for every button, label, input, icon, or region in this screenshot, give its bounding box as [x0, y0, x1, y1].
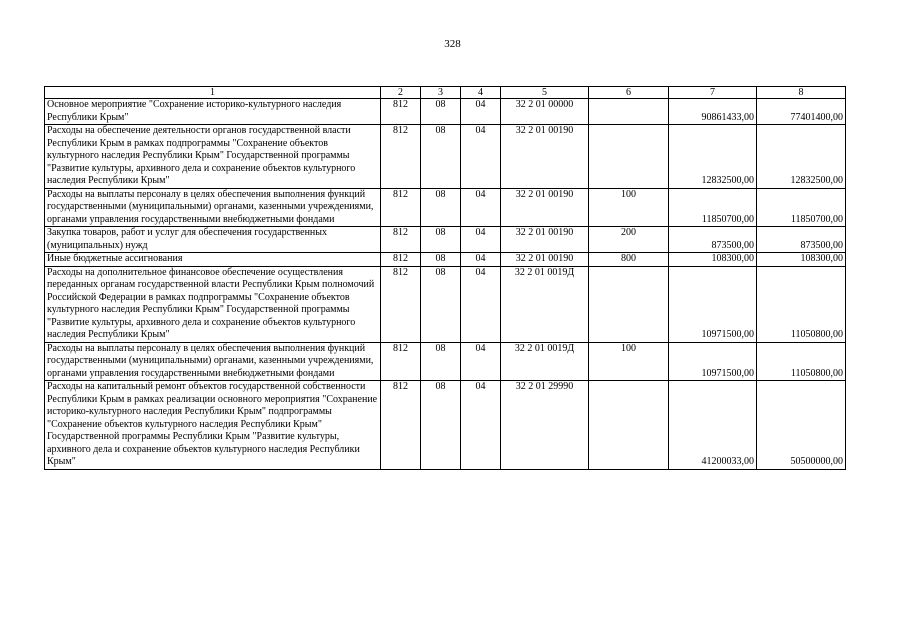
row-code-5: 32 2 01 29990 [501, 381, 589, 470]
row-code-3: 08 [421, 253, 461, 267]
row-code-2: 812 [381, 266, 421, 342]
row-code-4: 04 [461, 381, 501, 470]
row-amount-7: 41200033,00 [669, 381, 757, 470]
row-code-3: 08 [421, 266, 461, 342]
row-code-4: 04 [461, 99, 501, 125]
row-amount-8: 108300,00 [757, 253, 846, 267]
row-code-4: 04 [461, 188, 501, 227]
table-row [45, 253, 846, 267]
row-code-3: 08 [421, 381, 461, 470]
row-code-3: 08 [421, 99, 461, 125]
header-cell: 5 [501, 87, 589, 99]
row-description: Расходы на капитальный ремонт объектов государственной собственности Республики Крым в рамках реализации основного мероприятия "Сохранение историко-культурного наследия Республики Крым" подпрограммы "Сохранение объектов культурного наследия Республики Крым" Государственной программы Республики Крым "Развитие культуры, архивного дела и сохранение объектов культурного наследия Республики Крым" [45, 381, 381, 470]
row-amount-8: 873500,00 [757, 227, 846, 253]
row-description: Основное мероприятие "Сохранение историко-культурного наследия Республики Крым" [45, 99, 381, 125]
row-code-5: 32 2 01 00190 [501, 188, 589, 227]
row-code-2: 812 [381, 253, 421, 267]
row-amount-7: 10971500,00 [669, 342, 757, 381]
row-amount-8: 11050800,00 [757, 342, 846, 381]
header-cell: 8 [757, 87, 846, 99]
row-code-3: 08 [421, 342, 461, 381]
table-row [45, 342, 846, 381]
row-code-3: 08 [421, 188, 461, 227]
row-code-5: 32 2 01 0019Д [501, 266, 589, 342]
row-code-2: 812 [381, 125, 421, 189]
row-code-2: 812 [381, 99, 421, 125]
row-code-3: 08 [421, 125, 461, 189]
row-code-5: 32 2 01 00190 [501, 227, 589, 253]
table-row [45, 125, 846, 189]
row-code-4: 04 [461, 266, 501, 342]
row-amount-8: 11050800,00 [757, 266, 846, 342]
row-description: Закупка товаров, работ и услуг для обеспечения государственных (муниципальных) нужд [45, 227, 381, 253]
header-cell: 7 [669, 87, 757, 99]
table-row [45, 381, 846, 470]
row-amount-7: 11850700,00 [669, 188, 757, 227]
row-amount-7: 108300,00 [669, 253, 757, 267]
row-code-6: 100 [589, 188, 669, 227]
header-cell: 3 [421, 87, 461, 99]
table-row [45, 227, 846, 253]
header-cell: 1 [45, 87, 381, 99]
row-code-6: 100 [589, 342, 669, 381]
row-code-4: 04 [461, 227, 501, 253]
row-code-6 [589, 99, 669, 125]
header-cell: 4 [461, 87, 501, 99]
row-code-5: 32 2 01 00190 [501, 253, 589, 267]
row-amount-8: 77401400,00 [757, 99, 846, 125]
row-code-4: 04 [461, 125, 501, 189]
row-amount-7: 873500,00 [669, 227, 757, 253]
row-description: Расходы на обеспечение деятельности органов государственной власти Республики Крым в рамках подпрограммы "Сохранение объектов культурного наследия Республики Крым" Государственной программы "Развитие культуры, архивного дела и сохранение объектов культурного наследия Республики Крым" [45, 125, 381, 189]
row-code-2: 812 [381, 227, 421, 253]
row-code-6 [589, 266, 669, 342]
row-amount-7: 10971500,00 [669, 266, 757, 342]
row-code-2: 812 [381, 381, 421, 470]
row-code-6: 800 [589, 253, 669, 267]
row-code-5: 32 2 01 00000 [501, 99, 589, 125]
table-row [45, 99, 846, 125]
table-row [45, 188, 846, 227]
row-description: Расходы на дополнительное финансовое обеспечение осуществления переданных органам государственной власти Республики Крым полномочий Российской Федерации в рамках подпрограммы "Сохранение объектов культурного наследия Республики Крым" Государственной программы "Развитие культуры, архивного дела и сохранение объектов культурного наследия Республики Крым" [45, 266, 381, 342]
row-code-6 [589, 381, 669, 470]
row-code-5: 32 2 01 00190 [501, 125, 589, 189]
row-code-6: 200 [589, 227, 669, 253]
row-description: Расходы на выплаты персоналу в целях обеспечения выполнения функций государственными (муниципальными) органами, казенными учреждениями, органами управления государственными внебюджетными фондами [45, 342, 381, 381]
row-code-4: 04 [461, 342, 501, 381]
header-cell: 6 [589, 87, 669, 99]
row-amount-8: 11850700,00 [757, 188, 846, 227]
page-number: 328 [444, 38, 461, 50]
row-description: Расходы на выплаты персоналу в целях обеспечения выполнения функций государственными (муниципальными) органами, казенными учреждениями, органами управления государственными внебюджетными фондами [45, 188, 381, 227]
row-code-3: 08 [421, 227, 461, 253]
row-amount-7: 12832500,00 [669, 125, 757, 189]
row-code-5: 32 2 01 0019Д [501, 342, 589, 381]
row-code-6 [589, 125, 669, 189]
row-amount-7: 90861433,00 [669, 99, 757, 125]
header-cell: 2 [381, 87, 421, 99]
row-code-4: 04 [461, 253, 501, 267]
table-row [45, 266, 846, 342]
row-code-2: 812 [381, 342, 421, 381]
row-code-2: 812 [381, 188, 421, 227]
row-amount-8: 50500000,00 [757, 381, 846, 470]
row-description: Иные бюджетные ассигнования [45, 253, 381, 267]
budget-table [44, 86, 846, 470]
row-amount-8: 12832500,00 [757, 125, 846, 189]
table-header-row [45, 87, 846, 99]
